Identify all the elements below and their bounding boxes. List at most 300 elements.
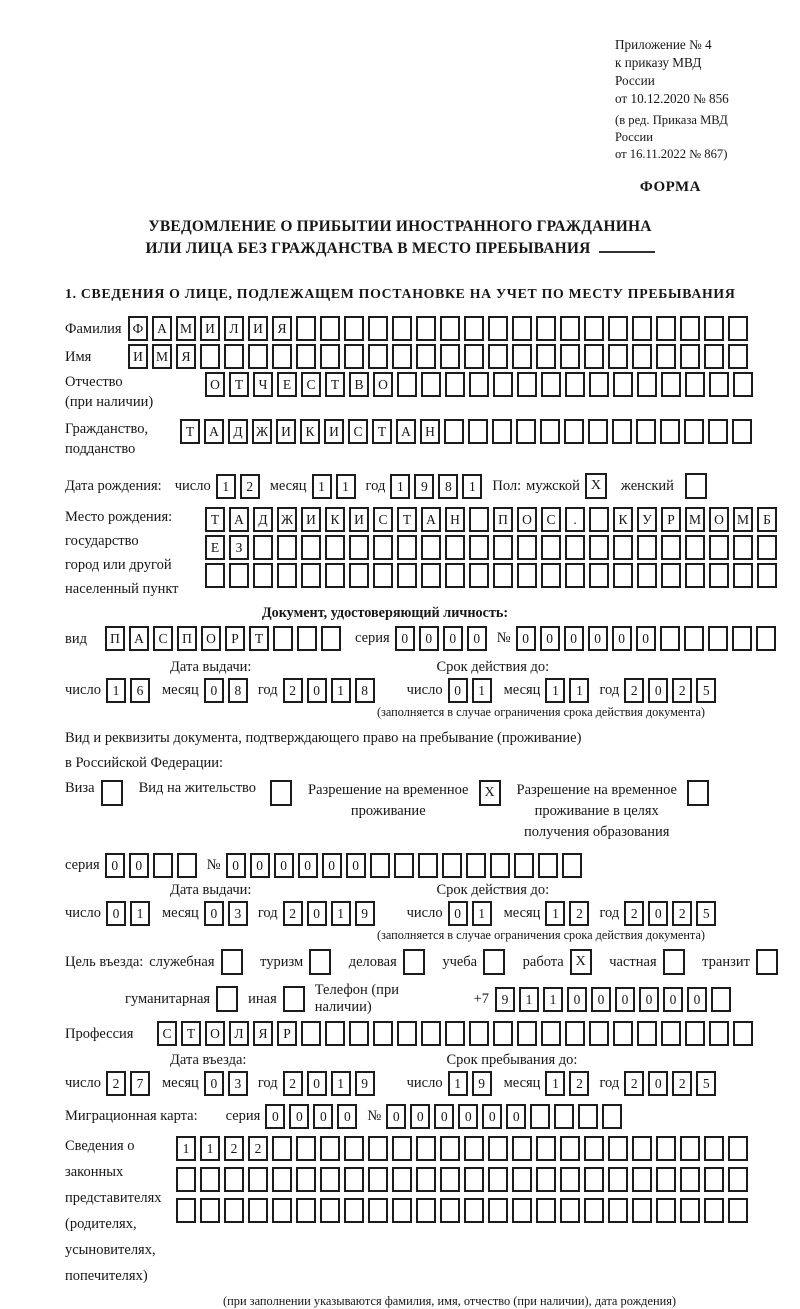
char-box[interactable]: 0 (443, 626, 463, 651)
char-box[interactable] (589, 1021, 609, 1046)
char-box[interactable] (368, 1136, 388, 1161)
char-box[interactable] (493, 1021, 513, 1046)
char-box[interactable] (589, 535, 609, 560)
char-box[interactable]: О (201, 626, 221, 651)
char-box[interactable]: 2 (248, 1136, 268, 1161)
char-box[interactable] (488, 1198, 508, 1223)
char-box[interactable]: Б (757, 507, 777, 532)
char-box[interactable] (560, 316, 580, 341)
char-box[interactable] (704, 1167, 724, 1192)
char-box[interactable]: 0 (458, 1104, 478, 1129)
char-box[interactable]: Т (180, 419, 200, 444)
char-box[interactable]: 0 (636, 626, 656, 651)
char-box[interactable] (728, 1136, 748, 1161)
char-box[interactable] (416, 1136, 436, 1161)
char-box[interactable] (733, 372, 753, 397)
char-box[interactable] (560, 1136, 580, 1161)
char-box[interactable]: 8 (228, 678, 248, 703)
char-box[interactable]: 0 (313, 1104, 333, 1129)
char-box[interactable]: 1 (130, 901, 150, 926)
char-box[interactable]: . (565, 507, 585, 532)
char-box[interactable] (536, 316, 556, 341)
char-box[interactable] (733, 535, 753, 560)
char-box[interactable] (344, 316, 364, 341)
char-box[interactable]: Р (225, 626, 245, 651)
char-box[interactable]: П (177, 626, 197, 651)
char-box[interactable]: 2 (240, 474, 260, 499)
char-box[interactable]: 2 (624, 678, 644, 703)
char-box[interactable] (514, 853, 534, 878)
char-box[interactable]: Н (445, 507, 465, 532)
char-box[interactable] (418, 853, 438, 878)
char-box[interactable]: П (493, 507, 513, 532)
char-box[interactable] (464, 1198, 484, 1223)
char-box[interactable] (248, 344, 268, 369)
char-box[interactable]: 1 (106, 678, 126, 703)
char-box[interactable] (368, 1198, 388, 1223)
char-box[interactable] (536, 344, 556, 369)
purpose-private-checkbox[interactable] (663, 949, 685, 975)
char-box[interactable]: 0 (265, 1104, 285, 1129)
char-box[interactable] (445, 563, 465, 588)
char-box[interactable]: 0 (564, 626, 584, 651)
char-box[interactable] (224, 1167, 244, 1192)
char-box[interactable] (565, 1021, 585, 1046)
char-box[interactable]: Т (325, 372, 345, 397)
char-box[interactable]: С (301, 372, 321, 397)
char-box[interactable]: К (613, 507, 633, 532)
char-box[interactable]: С (541, 507, 561, 532)
char-box[interactable] (588, 419, 608, 444)
char-box[interactable] (685, 535, 705, 560)
char-box[interactable] (421, 1021, 441, 1046)
char-box[interactable] (517, 535, 537, 560)
char-box[interactable]: И (200, 316, 220, 341)
char-box[interactable]: М (733, 507, 753, 532)
char-box[interactable] (368, 1167, 388, 1192)
char-box[interactable] (608, 1198, 628, 1223)
char-box[interactable]: 2 (569, 1071, 589, 1096)
char-box[interactable] (632, 1136, 652, 1161)
char-box[interactable] (584, 1167, 604, 1192)
char-box[interactable] (320, 1198, 340, 1223)
char-box[interactable]: 0 (506, 1104, 526, 1129)
char-box[interactable] (344, 1136, 364, 1161)
char-box[interactable] (661, 1021, 681, 1046)
char-box[interactable]: Т (229, 372, 249, 397)
char-box[interactable]: 0 (516, 626, 536, 651)
char-box[interactable] (560, 1198, 580, 1223)
char-box[interactable] (637, 372, 657, 397)
char-box[interactable]: 3 (228, 901, 248, 926)
char-box[interactable] (636, 419, 656, 444)
char-box[interactable]: Е (205, 535, 225, 560)
char-box[interactable] (469, 563, 489, 588)
char-box[interactable] (392, 316, 412, 341)
char-box[interactable] (565, 535, 585, 560)
char-box[interactable]: Р (277, 1021, 297, 1046)
char-box[interactable]: 0 (482, 1104, 502, 1129)
char-box[interactable]: 0 (274, 853, 294, 878)
char-box[interactable]: Ж (252, 419, 272, 444)
char-box[interactable] (416, 344, 436, 369)
char-box[interactable]: И (128, 344, 148, 369)
char-box[interactable]: 1 (545, 678, 565, 703)
char-box[interactable] (732, 419, 752, 444)
char-box[interactable] (272, 1136, 292, 1161)
char-box[interactable] (392, 1136, 412, 1161)
char-box[interactable]: 1 (312, 474, 332, 499)
char-box[interactable] (565, 372, 585, 397)
char-box[interactable]: О (205, 1021, 225, 1046)
male-checkbox[interactable]: X (585, 473, 607, 499)
char-box[interactable] (637, 563, 657, 588)
char-box[interactable] (320, 1167, 340, 1192)
char-box[interactable] (488, 1136, 508, 1161)
char-box[interactable]: 2 (224, 1136, 244, 1161)
char-box[interactable]: 0 (307, 678, 327, 703)
char-box[interactable] (680, 344, 700, 369)
char-box[interactable] (200, 344, 220, 369)
char-box[interactable]: И (301, 507, 321, 532)
char-box[interactable] (200, 1198, 220, 1223)
char-box[interactable]: А (229, 507, 249, 532)
char-box[interactable] (325, 1021, 345, 1046)
char-box[interactable] (368, 344, 388, 369)
char-box[interactable]: 2 (283, 901, 303, 926)
char-box[interactable]: М (176, 316, 196, 341)
char-box[interactable] (684, 419, 704, 444)
char-box[interactable]: 1 (569, 678, 589, 703)
char-box[interactable] (733, 563, 753, 588)
char-box[interactable]: О (373, 372, 393, 397)
char-box[interactable] (680, 1136, 700, 1161)
char-box[interactable] (608, 316, 628, 341)
char-box[interactable]: 0 (648, 678, 668, 703)
char-box[interactable] (272, 1198, 292, 1223)
char-box[interactable] (205, 563, 225, 588)
char-box[interactable] (397, 535, 417, 560)
char-box[interactable] (421, 535, 441, 560)
char-box[interactable] (680, 1198, 700, 1223)
char-box[interactable] (368, 316, 388, 341)
char-box[interactable]: 0 (639, 987, 659, 1012)
char-box[interactable] (272, 344, 292, 369)
char-box[interactable] (564, 419, 584, 444)
char-box[interactable]: 5 (696, 678, 716, 703)
char-box[interactable] (704, 316, 724, 341)
char-box[interactable] (349, 563, 369, 588)
char-box[interactable] (632, 316, 652, 341)
char-box[interactable]: 2 (283, 678, 303, 703)
char-box[interactable]: У (637, 507, 657, 532)
char-box[interactable]: 1 (176, 1136, 196, 1161)
char-box[interactable] (637, 1021, 657, 1046)
char-box[interactable] (253, 563, 273, 588)
char-box[interactable] (733, 1021, 753, 1046)
char-box[interactable] (541, 1021, 561, 1046)
char-box[interactable] (708, 626, 728, 651)
char-box[interactable]: 0 (204, 901, 224, 926)
char-box[interactable] (589, 372, 609, 397)
char-box[interactable]: 9 (355, 1071, 375, 1096)
char-box[interactable] (517, 563, 537, 588)
char-box[interactable] (538, 853, 558, 878)
char-box[interactable] (296, 1198, 316, 1223)
char-box[interactable] (541, 563, 561, 588)
char-box[interactable]: 1 (545, 1071, 565, 1096)
char-box[interactable]: 6 (130, 678, 150, 703)
char-box[interactable]: 1 (545, 901, 565, 926)
char-box[interactable]: 3 (228, 1071, 248, 1096)
char-box[interactable] (704, 1136, 724, 1161)
char-box[interactable] (704, 344, 724, 369)
char-box[interactable] (277, 563, 297, 588)
char-box[interactable]: Я (176, 344, 196, 369)
char-box[interactable]: 2 (672, 678, 692, 703)
char-box[interactable]: Ж (277, 507, 297, 532)
char-box[interactable]: 1 (543, 987, 563, 1012)
char-box[interactable] (442, 853, 462, 878)
char-box[interactable]: В (349, 372, 369, 397)
char-box[interactable] (732, 626, 752, 651)
char-box[interactable] (656, 316, 676, 341)
purpose-humanitarian-checkbox[interactable] (216, 986, 238, 1012)
char-box[interactable] (200, 1167, 220, 1192)
char-box[interactable] (656, 1136, 676, 1161)
char-box[interactable] (656, 1198, 676, 1223)
char-box[interactable] (416, 316, 436, 341)
char-box[interactable] (540, 419, 560, 444)
char-box[interactable] (637, 535, 657, 560)
char-box[interactable] (469, 507, 489, 532)
char-box[interactable] (397, 563, 417, 588)
char-box[interactable] (488, 316, 508, 341)
char-box[interactable] (536, 1198, 556, 1223)
char-box[interactable]: 1 (331, 678, 351, 703)
female-checkbox[interactable] (685, 473, 707, 499)
char-box[interactable] (229, 563, 249, 588)
char-box[interactable] (661, 563, 681, 588)
char-box[interactable]: И (324, 419, 344, 444)
char-box[interactable] (464, 1136, 484, 1161)
char-box[interactable]: 0 (591, 987, 611, 1012)
char-box[interactable]: 2 (283, 1071, 303, 1096)
char-box[interactable] (685, 1021, 705, 1046)
char-box[interactable]: Т (372, 419, 392, 444)
char-box[interactable] (320, 344, 340, 369)
char-box[interactable] (660, 626, 680, 651)
residence-permit-checkbox[interactable] (270, 780, 292, 806)
char-box[interactable] (661, 372, 681, 397)
char-box[interactable]: 0 (448, 678, 468, 703)
edu-permit-checkbox[interactable] (687, 780, 709, 806)
char-box[interactable] (709, 1021, 729, 1046)
char-box[interactable] (554, 1104, 574, 1129)
char-box[interactable] (445, 372, 465, 397)
char-box[interactable] (608, 344, 628, 369)
char-box[interactable] (512, 1136, 532, 1161)
char-box[interactable] (680, 316, 700, 341)
purpose-business-checkbox[interactable] (403, 949, 425, 975)
char-box[interactable]: 1 (331, 901, 351, 926)
char-box[interactable]: 0 (346, 853, 366, 878)
char-box[interactable] (728, 1167, 748, 1192)
char-box[interactable]: 1 (200, 1136, 220, 1161)
char-box[interactable] (728, 316, 748, 341)
char-box[interactable] (584, 316, 604, 341)
char-box[interactable] (392, 1198, 412, 1223)
char-box[interactable] (680, 1167, 700, 1192)
char-box[interactable] (632, 1198, 652, 1223)
char-box[interactable]: А (396, 419, 416, 444)
char-box[interactable]: 0 (307, 1071, 327, 1096)
char-box[interactable] (296, 344, 316, 369)
char-box[interactable]: Д (253, 507, 273, 532)
char-box[interactable]: О (709, 507, 729, 532)
char-box[interactable] (466, 853, 486, 878)
char-box[interactable]: 2 (569, 901, 589, 926)
purpose-transit-checkbox[interactable] (756, 949, 778, 975)
char-box[interactable] (516, 419, 536, 444)
char-box[interactable] (608, 1167, 628, 1192)
char-box[interactable] (176, 1167, 196, 1192)
char-box[interactable]: 0 (663, 987, 683, 1012)
temp-permit-checkbox[interactable]: X (479, 780, 501, 806)
char-box[interactable] (397, 372, 417, 397)
char-box[interactable] (517, 372, 537, 397)
char-box[interactable] (684, 626, 704, 651)
char-box[interactable] (325, 535, 345, 560)
char-box[interactable] (584, 344, 604, 369)
char-box[interactable]: 9 (472, 1071, 492, 1096)
char-box[interactable]: 0 (322, 853, 342, 878)
char-box[interactable]: 0 (307, 901, 327, 926)
char-box[interactable]: 8 (355, 678, 375, 703)
char-box[interactable] (589, 563, 609, 588)
char-box[interactable] (488, 344, 508, 369)
char-box[interactable] (562, 853, 582, 878)
char-box[interactable]: 0 (687, 987, 707, 1012)
char-box[interactable] (536, 1167, 556, 1192)
char-box[interactable] (469, 535, 489, 560)
purpose-tourism-checkbox[interactable] (309, 949, 331, 975)
char-box[interactable]: 0 (106, 901, 126, 926)
char-box[interactable] (656, 344, 676, 369)
char-box[interactable] (464, 344, 484, 369)
char-box[interactable]: 0 (434, 1104, 454, 1129)
char-box[interactable]: Л (229, 1021, 249, 1046)
char-box[interactable]: 1 (472, 678, 492, 703)
char-box[interactable] (608, 1136, 628, 1161)
char-box[interactable]: 0 (612, 626, 632, 651)
char-box[interactable]: 0 (648, 1071, 668, 1096)
char-box[interactable] (321, 626, 341, 651)
char-box[interactable]: Ч (253, 372, 273, 397)
char-box[interactable] (578, 1104, 598, 1129)
char-box[interactable] (440, 1198, 460, 1223)
char-box[interactable]: А (152, 316, 172, 341)
char-box[interactable]: 2 (672, 1071, 692, 1096)
char-box[interactable]: Д (228, 419, 248, 444)
char-box[interactable]: 0 (567, 987, 587, 1012)
char-box[interactable]: 0 (298, 853, 318, 878)
char-box[interactable]: З (229, 535, 249, 560)
char-box[interactable]: Т (397, 507, 417, 532)
char-box[interactable]: 0 (540, 626, 560, 651)
char-box[interactable]: 0 (204, 1071, 224, 1096)
char-box[interactable]: М (685, 507, 705, 532)
char-box[interactable]: А (204, 419, 224, 444)
char-box[interactable] (632, 1167, 652, 1192)
char-box[interactable]: 0 (129, 853, 149, 878)
char-box[interactable]: 0 (204, 678, 224, 703)
char-box[interactable] (445, 1021, 465, 1046)
char-box[interactable]: Ф (128, 316, 148, 341)
char-box[interactable] (613, 372, 633, 397)
char-box[interactable]: 0 (588, 626, 608, 651)
char-box[interactable]: А (421, 507, 441, 532)
char-box[interactable]: 9 (414, 474, 434, 499)
char-box[interactable] (224, 1198, 244, 1223)
char-box[interactable]: Т (205, 507, 225, 532)
char-box[interactable] (711, 987, 731, 1012)
char-box[interactable] (464, 1167, 484, 1192)
char-box[interactable] (469, 1021, 489, 1046)
char-box[interactable]: 1 (216, 474, 236, 499)
char-box[interactable] (370, 853, 390, 878)
purpose-official-checkbox[interactable] (221, 949, 243, 975)
char-box[interactable]: 0 (337, 1104, 357, 1129)
char-box[interactable] (344, 1167, 364, 1192)
char-box[interactable] (512, 1198, 532, 1223)
char-box[interactable]: 0 (105, 853, 125, 878)
char-box[interactable] (440, 316, 460, 341)
char-box[interactable] (584, 1198, 604, 1223)
char-box[interactable] (416, 1167, 436, 1192)
char-box[interactable] (416, 1198, 436, 1223)
char-box[interactable] (392, 1167, 412, 1192)
char-box[interactable]: Я (272, 316, 292, 341)
char-box[interactable] (373, 563, 393, 588)
char-box[interactable] (373, 1021, 393, 1046)
char-box[interactable] (469, 372, 489, 397)
char-box[interactable]: Т (181, 1021, 201, 1046)
char-box[interactable]: 2 (624, 901, 644, 926)
char-box[interactable]: 0 (226, 853, 246, 878)
char-box[interactable]: 1 (336, 474, 356, 499)
char-box[interactable] (757, 535, 777, 560)
char-box[interactable] (301, 563, 321, 588)
char-box[interactable]: И (276, 419, 296, 444)
char-box[interactable] (632, 344, 652, 369)
char-box[interactable] (560, 344, 580, 369)
char-box[interactable] (344, 1198, 364, 1223)
char-box[interactable] (757, 563, 777, 588)
char-box[interactable] (272, 1167, 292, 1192)
char-box[interactable] (301, 1021, 321, 1046)
char-box[interactable]: П (105, 626, 125, 651)
char-box[interactable] (602, 1104, 622, 1129)
char-box[interactable]: Я (253, 1021, 273, 1046)
char-box[interactable] (445, 535, 465, 560)
char-box[interactable]: 1 (462, 474, 482, 499)
char-box[interactable]: И (248, 316, 268, 341)
char-box[interactable] (248, 1167, 268, 1192)
char-box[interactable]: 1 (331, 1071, 351, 1096)
char-box[interactable] (493, 563, 513, 588)
char-box[interactable] (512, 344, 532, 369)
